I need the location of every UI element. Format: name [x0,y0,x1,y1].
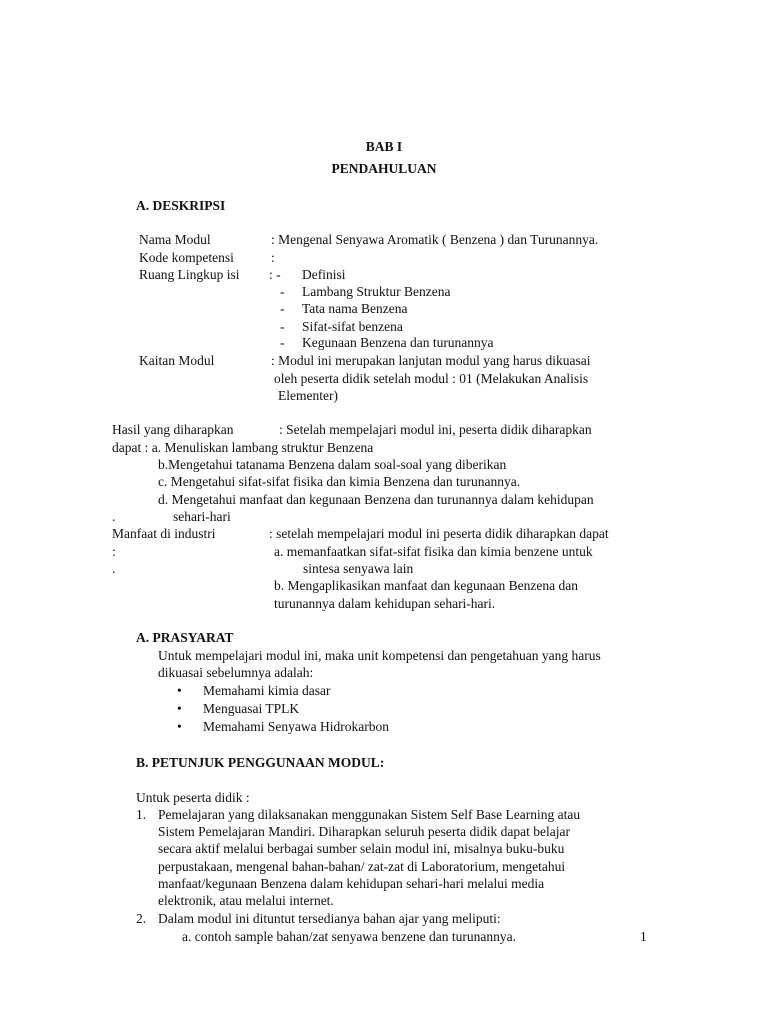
manfaat-intro: : setelah mempelajari modul ini peserta didik diharapkan dapat [269,526,609,541]
manfaat-line: sintesa senyawa lain [303,561,414,576]
ruang-lingkup-item: Lambang Struktur Benzena [302,284,451,299]
manfaat-line: turunannya dalam kehidupan sehari-hari. [274,596,496,611]
nama-modul-label: Nama Modul [139,232,211,247]
petunjuk-item-line: Sistem Pemelajaran Mandiri. Diharapkan seluruh peserta didik dapat belajar [158,824,570,839]
ruang-lingkup-item: Tata nama Benzena [302,301,408,316]
hasil-line-d2: sehari-hari [173,509,231,524]
petunjuk-item-line: Dalam modul ini dituntut tersedianya bahan ajar yang meliputi: [158,911,501,926]
page-number: 1 [640,929,647,944]
petunjuk-item-line: elektronik, atau melalui internet. [158,893,334,908]
petunjuk-item-line: Pemelajaran yang dilaksanakan menggunakan Sistem Self Base Learning atau [158,807,581,822]
hasil-line-b: b.Mengetahui tatanama Benzena dalam soal-soal yang diberikan [158,457,507,472]
hasil-line-d: d. Mengetahui manfaat dan kegunaan Benzena dan turunannya dalam kehidupan [158,492,594,507]
manfaat-dot: . [112,561,116,576]
manfaat-line: a. memanfaatkan sifat-sifat fisika dan kimia benzene untuk [274,544,593,559]
kaitan-modul-line: : Modul ini merupakan lanjutan modul yang harus dikuasai [271,353,591,368]
list-number: 1. [136,807,147,822]
manfaat-line: b. Mengaplikasikan manfaat dan kegunaan Benzena dan [274,578,579,593]
kaitan-modul-line: oleh peserta didik setelah modul : 01 (Melakukan Analisis [274,371,589,386]
ruang-lingkup-item: Sifat-sifat benzena [302,319,403,334]
petunjuk-item-line: perpustakaan, mengenal bahan-bahan/ zat-zat di Laboratorium, mengetahui [158,859,566,874]
manfaat-label: Manfaat di industri [112,526,216,541]
kaitan-modul-label: Kaitan Modul [139,353,215,368]
hasil-line-a: dapat : a. Menuliskan lambang struktur Benzena [112,440,374,455]
section-petunjuk-heading: B. PETUNJUK PENGGUNAAN MODUL: [136,755,385,770]
petunjuk-item-line: manfaat/kegunaan Benzena dalam kehidupan sehari-hari melalui media [158,876,545,891]
ruang-lingkup-item: Kegunaan Benzena dan turunannya [302,335,494,350]
ruang-lingkup-item: Definisi [302,267,346,282]
petunjuk-intro: Untuk peserta didik : [136,790,250,805]
nama-modul-value: : Mengenal Senyawa Aromatik ( Benzena ) dan Turunannya. [271,232,599,247]
prasyarat-line: dikuasai sebelumnya adalah: [158,665,314,680]
prasyarat-bullet: • Menguasai TPLK [203,700,299,717]
chapter-title: PENDAHULUAN [331,161,437,176]
ruang-lingkup-label: Ruang Lingkup isi [139,267,240,282]
petunjuk-sub-item: a. contoh sample bahan/zat senyawa benzene dan turunannya. [182,929,516,944]
hasil-intro: : Setelah mempelajari modul ini, peserta didik diharapkan [279,422,592,437]
hasil-label: Hasil yang diharapkan [112,422,234,437]
kaitan-modul-line: Elementer) [278,388,338,403]
chapter-number: BAB I [365,139,403,154]
prasyarat-bullet: • Memahami Senyawa Hidrokarbon [203,718,389,735]
list-number: 2. [136,911,147,926]
prasyarat-bullet: • Memahami kimia dasar [203,682,330,699]
dash-marker: - [280,319,285,334]
hasil-dot: . [112,509,116,524]
dash-marker: - [280,301,285,316]
kode-kompetensi-value: : [271,250,275,265]
petunjuk-item-line: secara aktif melalui berbagai sumber selain modul ini, misalnya buku-buku [158,841,565,856]
ruang-lingkup-prefix: : - [269,267,281,282]
kode-kompetensi-label: Kode kompetensi [139,250,234,265]
dash-marker: - [280,335,285,350]
section-prasyarat-heading: A. PRASYARAT [136,630,234,645]
section-deskripsi-heading: A. DESKRIPSI [136,198,226,213]
dash-marker: - [280,284,285,299]
manfaat-colon: : [112,544,116,559]
prasyarat-line: Untuk mempelajari modul ini, maka unit kompetensi dan pengetahuan yang harus [158,648,601,663]
hasil-line-c: c. Mengetahui sifat-sifat fisika dan kimia Benzena dan turunannya. [158,474,521,489]
